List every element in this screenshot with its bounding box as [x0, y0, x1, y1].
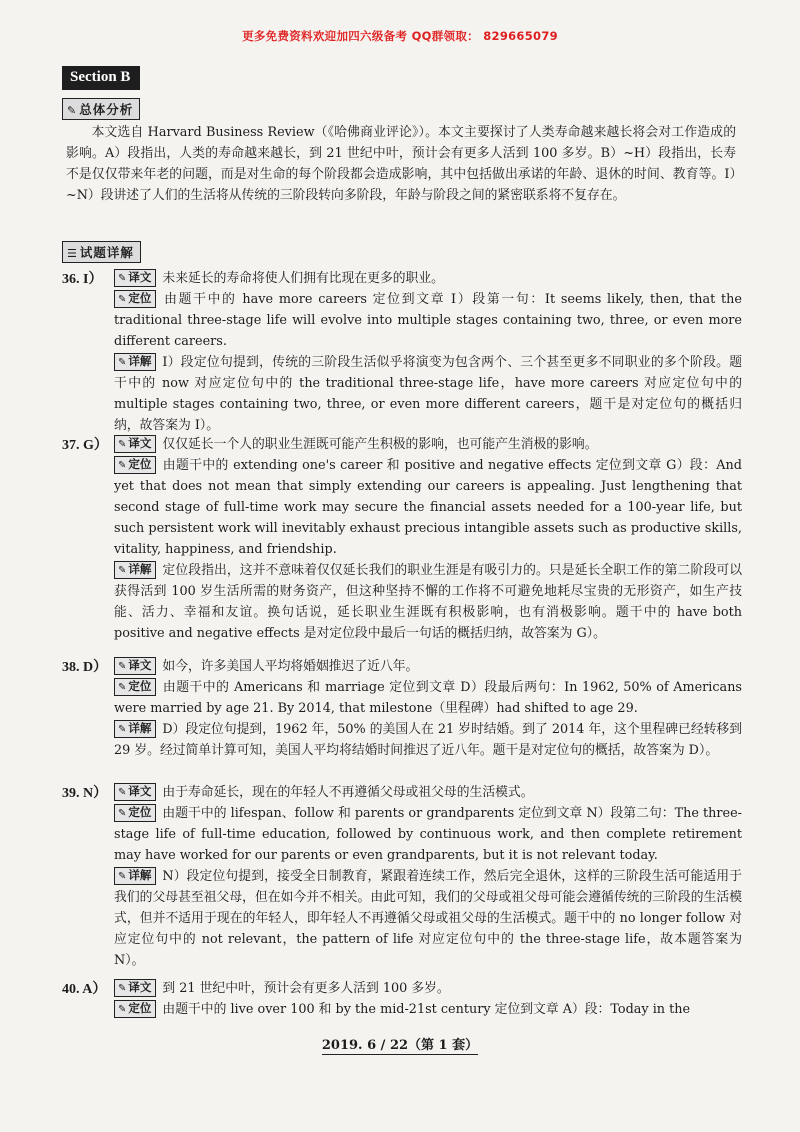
detail-row [62, 560, 742, 644]
list-icon: ☰ [67, 247, 78, 260]
pen-icon: ✎ [118, 439, 127, 450]
locate-row [62, 289, 742, 352]
translation-label: ✎ 译文 [114, 269, 156, 287]
translation-row [62, 434, 742, 455]
translation-label: ✎ 译文 [114, 657, 156, 675]
translation-row [62, 978, 742, 999]
question-40 [62, 978, 742, 1020]
detail-row [62, 352, 742, 436]
footer-text: 2019. 6 / 22（第 1 套） [321, 1038, 479, 1053]
overview-text: 本文选自 Harvard Business Review（《哈佛商业评论》）。本文主要探讨了人类寿命越来越长将会对工作造成的影响。A）段指出，人类的寿命越来越长，到 21 世纪中叶，预计会有更多人活到 100 多岁。B）~H）段指出，长寿不是仅仅带来年老的问题，而是对生命的每个阶段都会造成影响，其中包括做出承诺的年龄、退休的时间、教育等。I）~N）段讲述了人们的生活将从传统的三阶段转向多阶段，年龄与阶段之间的紧密联系将不复存在。 [66, 125, 736, 203]
locate-row [62, 999, 742, 1020]
pen-icon: ✎ [118, 294, 127, 305]
pen-icon: ✎ [118, 682, 127, 693]
locate-text: 由题干中的 Americans 和 marriage 定位到文章 D）段最后两句：In 1962, 50% of Americans were married by age 21. By 2014, that milestone（里程碑）had shifted to age 29. [114, 680, 742, 716]
pen-icon: ✎ [67, 104, 78, 117]
section-title: Section B [62, 66, 140, 90]
question-number: 39. N） [62, 786, 108, 801]
pen-icon: ✎ [118, 357, 127, 368]
translation-text: 到 21 世纪中叶，预计会有更多人活到 100 多岁。 [162, 981, 450, 996]
translation-text: 仅仅延长一个人的职业生涯既可能产生积极的影响，也可能产生消极的影响。 [162, 437, 598, 452]
locate-label: ✎ 定位 [114, 804, 156, 822]
question-number: 38. D） [62, 660, 108, 675]
translation-row [62, 656, 742, 677]
locate-label: ✎ 定位 [114, 1000, 156, 1018]
locate-text: 由题干中的 have more careers 定位到文章 I）段第一句：It seems likely, then, that the traditional three-stage life will evolve into multiple stages containing two, three, or even more different careers. [114, 292, 742, 349]
translation-label: ✎ 译文 [114, 783, 156, 801]
overview-heading [62, 98, 140, 120]
locate-label: ✎ 定位 [114, 290, 156, 308]
details-heading [62, 241, 141, 263]
detail-text: N）段定位句提到，接受全日制教育，紧跟着连续工作，然后完全退休，这样的三阶段生活可能适用于我们的父母甚至祖父母，但在如今并不相关。由此可知，我们的父母或祖父母可能会遵循传统的三阶段的生活模式，但并不适用于现在的年轻人，即年轻人不再遵循父母或祖父母的生活模式。题干中的 no longer follow 对应定位句中的 not relevant，the pattern of life 对应定位句中的 the three-stage life，故本题答案为 N）。 [114, 869, 742, 968]
question-number: 36. I） [62, 272, 103, 287]
detail-row [62, 719, 742, 761]
pen-icon: ✎ [118, 661, 127, 672]
translation-text: 如今，许多美国人平均将婚姻推迟了近八年。 [162, 659, 419, 674]
detail-text: I）段定位句提到，传统的三阶段生活似乎将演变为包含两个、三个甚至更多不同职业的多个阶段。题干中的 now 对应定位句中的 the traditional three-stage life，have more careers 对应定位句中的 multiple stages containing two, three, or even more different careers，题干是对定位句的概括归纳，故答案为 I）。 [114, 355, 742, 433]
pen-icon: ✎ [118, 724, 127, 735]
question-36 [62, 268, 742, 436]
promo-banner: 更多免费资料欢迎加四六级备考 QQ群领取： 829665079 [242, 29, 558, 43]
detail-label: ✎ 详解 [114, 867, 156, 885]
locate-row [62, 803, 742, 866]
translation-label: ✎ 译文 [114, 979, 156, 997]
detail-label: ✎ 详解 [114, 720, 156, 738]
pen-icon: ✎ [118, 273, 127, 284]
locate-row [62, 677, 742, 719]
translation-text: 由于寿命延长，现在的年轻人不再遵循父母或祖父母的生活模式。 [162, 785, 534, 800]
detail-text: 定位段指出，这并不意味着仅仅延长我们的职业生涯是有吸引力的。只是延长全职工作的第二阶段可以获得活到 100 岁生活所需的财务资产，但这种坚持不懈的工作将不可避免地耗尽宝贵的无形资产，如生产技能、活力、幸福和友谊。换句话说，延长职业生涯既有积极影响，也有消极影响。题干中的 have both positive and negative effects 是对定位段中最后一句话的概括归纳，故答案为 G）。 [114, 563, 742, 641]
question-37 [62, 434, 742, 644]
pen-icon: ✎ [118, 460, 127, 471]
locate-row [62, 455, 742, 560]
locate-label: ✎ 定位 [114, 678, 156, 696]
locate-text: 由题干中的 live over 100 和 by the mid-21st century 定位到文章 A）段：Today in the [162, 1002, 691, 1017]
pen-icon: ✎ [118, 983, 127, 994]
overview-heading-label: 总体分析 [79, 102, 134, 117]
question-number: 37. G） [62, 438, 108, 453]
translation-row [62, 782, 742, 803]
detail-label: ✎ 详解 [114, 561, 156, 579]
translation-text: 未来延长的寿命将使人们拥有比现在更多的职业。 [162, 271, 444, 286]
page-footer [0, 1034, 800, 1053]
locate-text: 由题干中的 extending one's career 和 positive and negative effects 定位到文章 G）段：And yet that does not mean that simply extending our careers is appealing. Just lengthening that second stage of full-time work may secure the financial assets needed for a 100-year life, but such persistent work will inevitably exhaust precious intangible assets such as productive skills, vitality, happiness, and friendship. [114, 458, 742, 557]
question-number: 40. A） [62, 982, 107, 997]
pen-icon: ✎ [118, 565, 127, 576]
question-38 [62, 656, 742, 761]
detail-text: D）段定位句提到，1962 年，50% 的美国人在 21 岁时结婚。到了 2014 年，这个里程碑已经转移到 29 岁。经过简单计算可知，美国人平均将结婚时间推迟了近八年。题干是对定位句的概括，故答案为 D）。 [114, 722, 743, 758]
details-heading-label: 试题详解 [79, 245, 134, 260]
detail-row [62, 866, 742, 971]
pen-icon: ✎ [118, 1004, 127, 1015]
pen-icon: ✎ [118, 871, 127, 882]
detail-label: ✎ 详解 [114, 353, 156, 371]
translation-label: ✎ 译文 [114, 435, 156, 453]
pen-icon: ✎ [118, 787, 127, 798]
pen-icon: ✎ [118, 808, 127, 819]
question-39 [62, 782, 742, 971]
locate-label: ✎ 定位 [114, 456, 156, 474]
translation-row [62, 268, 742, 289]
locate-text: 由题干中的 lifespan、follow 和 parents or grandparents 定位到文章 N）段第二句：The three-stage life of full-time education, followed by continuous work, and then complete retirement may have worked for our parents or even grandparents, but it is not relevant today. [114, 806, 742, 863]
